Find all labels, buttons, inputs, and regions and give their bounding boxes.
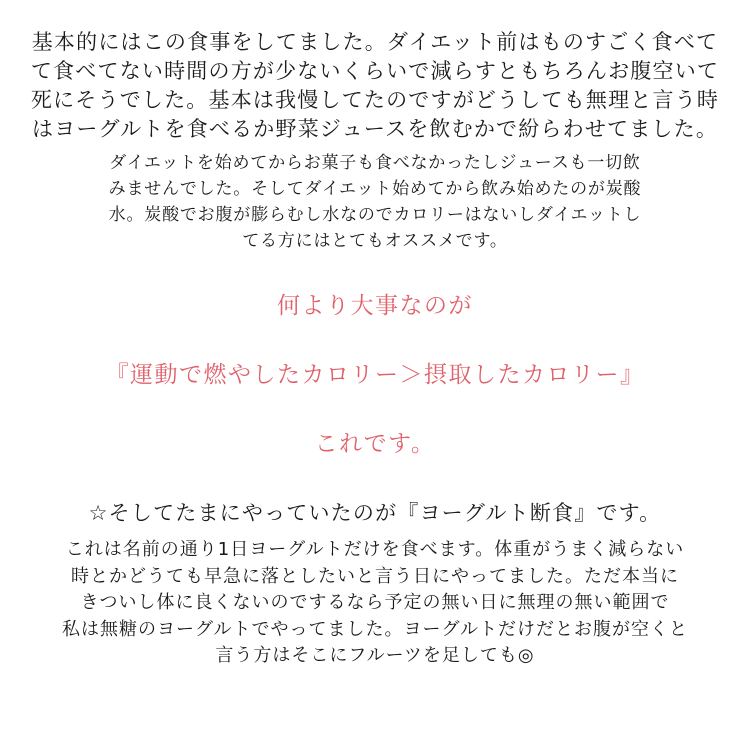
text-line: ダイエットを始めてからお菓子も食べなかったしジュースも一切飲 (109, 153, 641, 173)
text-line: 水。炭酸でお腹が膨らむし水なのでカロリーはないしダイエットし (108, 205, 642, 225)
text-line: 基本的にはこの食事をしてました。ダイエット前はものすごく食べて (31, 30, 719, 54)
text-line: 死にそうでした。基本は我慢してたのですがどうしても無理と言う時 (30, 88, 720, 112)
text-line: 時とかどうても早急に落としたいと言う日にやってました。ただ本当に (71, 565, 679, 587)
highlight-intro: 何より大事なのが (277, 293, 473, 319)
paragraph-carbonated-water (0, 150, 750, 254)
highlight-conclusion: これです。 (314, 431, 436, 457)
text-line: 私は無糖のヨーグルトでやってました。ヨーグルトだけだとお腹が空くと (62, 618, 688, 640)
text-line: はヨーグルトを食べるか野菜ジュースを飲むかで紛らわせてました。 (31, 117, 719, 141)
section-heading-yogurt-fast: ☆そしてたまにやっていたのが『ヨーグルト断食』です。 (88, 501, 662, 525)
highlight-calorie-rule: 『運動で燃やしたカロリー＞摂取したカロリー』 (105, 362, 645, 388)
paragraph-yogurt-fast (0, 537, 750, 670)
text-line: きついし体に良くないのでするなら予定の無い日に無理の無い範囲で (80, 592, 670, 613)
text-line: みませんでした。そしてダイエット始めてから飲み始めたのが炭酸 (108, 179, 642, 199)
paragraph-diet-meals (0, 28, 750, 144)
text-line: てる方にはとてもオススメです。 (242, 231, 508, 251)
text-line: これは名前の通り1日ヨーグルトだけを食べます。体重がうまく減らない (65, 539, 685, 560)
text-line: 言う方はそこにフルーツを足しても◎ (215, 645, 535, 666)
text-line: て食べてない時間の方が少ないくらいで減らすともちろんお腹空いて (30, 59, 720, 83)
